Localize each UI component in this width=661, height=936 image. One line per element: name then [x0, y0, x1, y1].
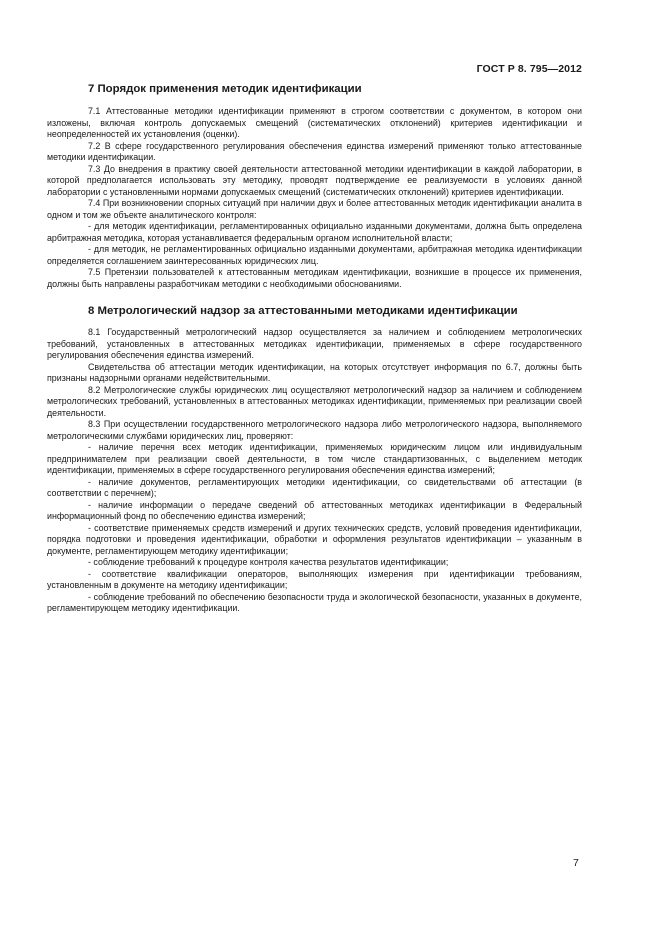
page-number: 7	[573, 857, 579, 869]
document-code: ГОСТ Р 8. 795—2012	[476, 63, 582, 75]
list-item-7-4-a: - для методик идентификации, регламентированных официально изданными документами, должна быть определена арбитражная методика, которая устанавливается федеральным органом исполнительной власти;	[47, 221, 582, 243]
paragraph-8-2: 8.2 Метрологические службы юридических лиц осуществляют метрологический надзор за наличием и соблюдением метрологических требований, установленных в аттестованных методиках идентификации, применяемых при реализации своей деятельности.	[47, 384, 582, 418]
paragraph-8-3: 8.3 При осуществлении государственного метрологического надзора либо метрологического надзора, выполняемого метрологическими службами юридических лиц, проверяют:	[47, 419, 582, 441]
paragraph-7-5: 7.5 Претензии пользователей к аттестованным методикам идентификации, возникшие в процессе их применения, должны быть направлены разработчикам методики с необходимыми обоснованиями.	[47, 267, 582, 289]
section-8-title: 8 Метрологический надзор за аттестованными методиками идентификации	[88, 305, 518, 317]
list-item-8-3-e: - соблюдение требований к процедуре контроля качества результатов идентификации;	[88, 557, 449, 567]
list-item-8-3-b: - наличие документов, регламентирующих методики идентификации, со свидетельствами об аттестации (в соответствии с перечнем);	[47, 476, 582, 498]
paragraph-8-1: 8.1 Государственный метрологический надзор осуществляется за наличием и соблюдением метрологических требований, установленных в аттестованных методиках идентификации, применяемых в сфере государственного регулирования обеспечения единства измерений.	[47, 327, 582, 360]
list-item-8-3-d: - соответствие применяемых средств измерений и других технических средств, условий проведения идентификации, порядка подготовки и проведения идентификации, обработки и оформления результатов идентификации – указанным в документе, регламентирующем методику идентификации;	[47, 522, 582, 556]
list-item-8-3-g: - соблюдение требований по обеспечению безопасности труда и экологической безопасности, указанных в документе, регламентирующем методику идентификации.	[47, 591, 582, 613]
list-item-8-3-a: - наличие перечня всех методик идентификации, применяемых юридическим лицом или индивидуальным предпринимателем при реализации своей деятельности, в том числе стандартизованных, с выделением методик идентификации, применяемых в сфере государственного регулирования обеспечения единства измерений;	[47, 442, 582, 475]
paragraph-8-1-note: Свидетельства об аттестации методик идентификации, на которых отсутствует информация по 6.7, должны быть признаны надзорными органами недействительными.	[47, 361, 582, 383]
paragraph-7-2: 7.2 В сфере государственного регулирования обеспечения единства измерений применяют только аттестованные методики идентификации.	[47, 140, 582, 162]
paragraph-7-3: 7.3 До внедрения в практику своей деятельности аттестованной методики идентификации в каждой лаборатории, в которой предполагается использовать эту методику, проводят подтверждение ее реализуемости в условиях данной лаборатории с установленными нормами допускаемых смещений (систематических отклонений) критериев идентификации.	[47, 163, 582, 197]
list-item-8-3-c: - наличие информации о передаче сведений об аттестованных методиках идентификации в Федеральный информационный фонд по обеспечению единства измерений;	[47, 499, 582, 521]
list-item-8-3-f: - соответствие квалификации операторов, выполняющих измерения при идентификации требованиям, установленным в документе на методику идентификации;	[47, 568, 582, 590]
section-7-title: 7 Порядок применения методик идентификации	[88, 83, 362, 95]
paragraph-7-4: 7.4 При возникновении спорных ситуаций при наличии двух и более аттестованных методик идентификации аналита в одном и том же объекте аналитического контроля:	[47, 198, 582, 220]
list-item-7-4-b: - для методик, не регламентированных официально изданными документами, арбитражная методика идентификации определяется соглашением заинтересованных юридических лиц.	[47, 244, 582, 266]
document-body	[47, 82, 582, 615]
paragraph-7-1: 7.1 Аттестованные методики идентификации применяют в строгом соответствии с документом, в котором они изложены, включая контроль допускаемых смещений (систематических отклонений) критериев идентификации и неопределенностей их установления (оценки).	[47, 106, 582, 139]
